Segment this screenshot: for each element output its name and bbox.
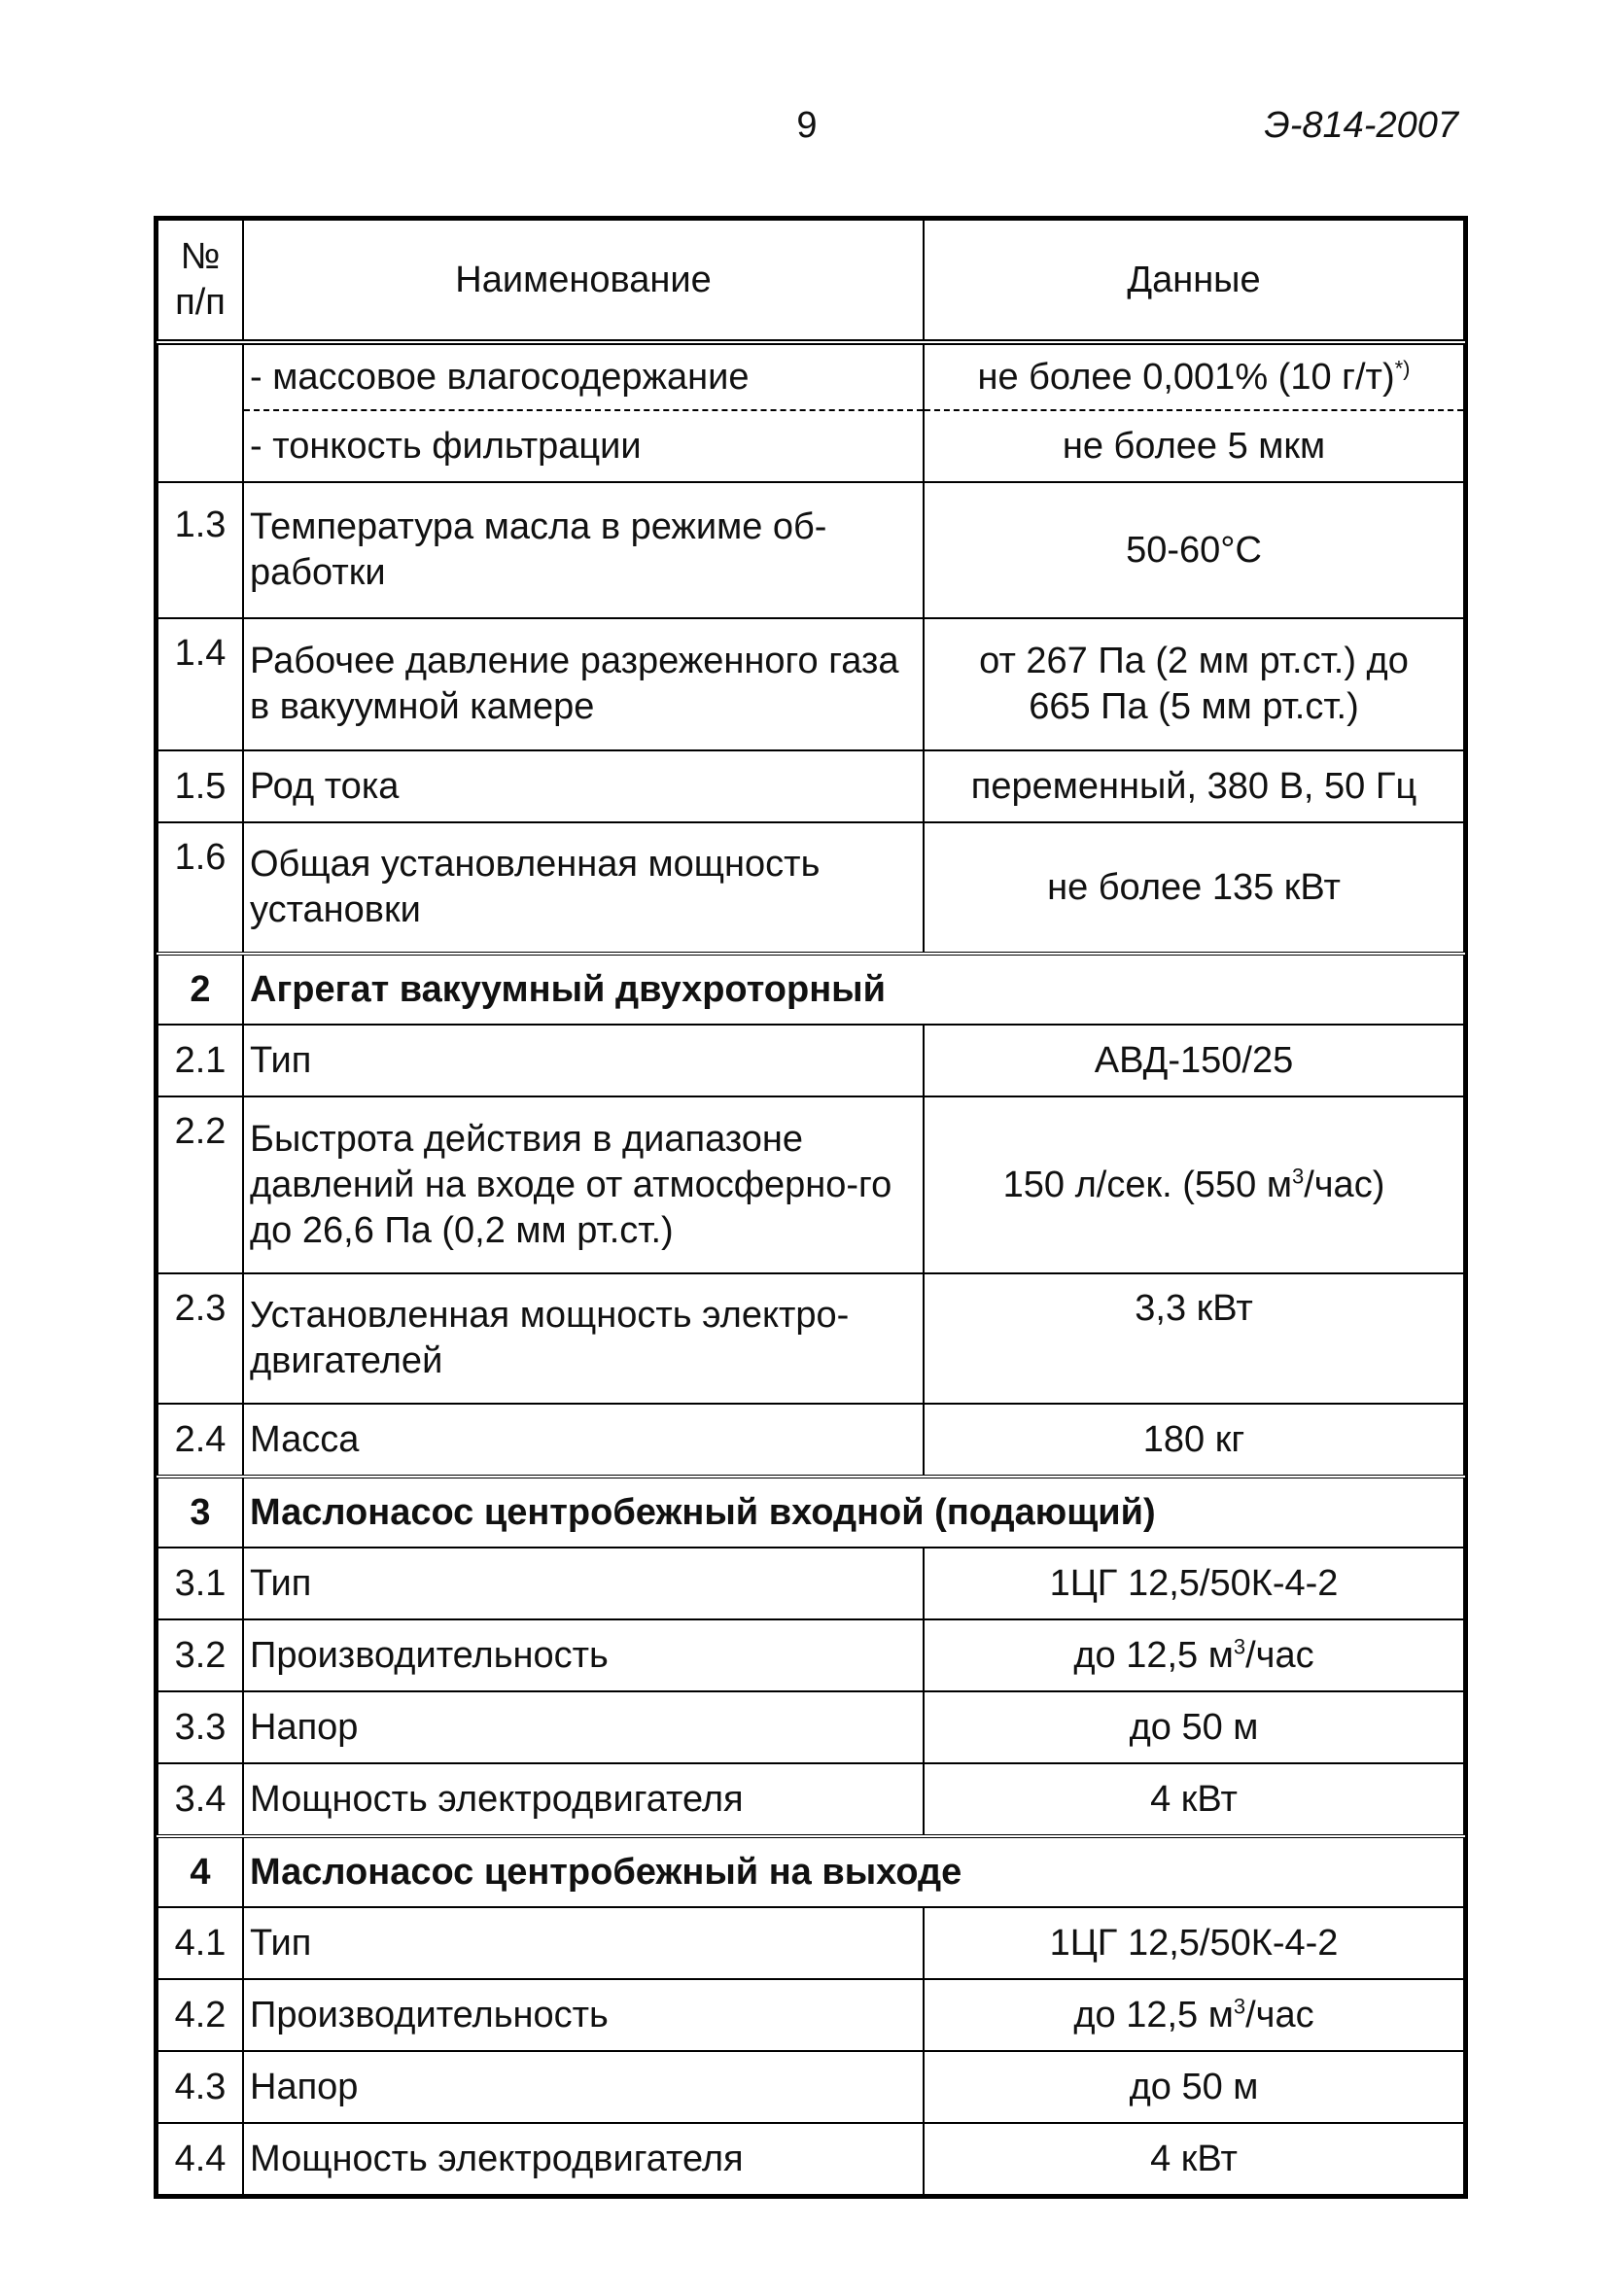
row-name: - массовое влагосодержание	[243, 342, 924, 410]
row-name: Общая установленная мощность установки	[243, 822, 924, 954]
row-num: 2.2	[157, 1096, 243, 1273]
row-num	[157, 342, 243, 482]
value-post: /час	[1245, 1994, 1314, 2035]
section-title: Агрегат вакуумный двухроторный	[243, 954, 1464, 1025]
section-title: Маслонасос центробежный входной (подающий)	[243, 1477, 1464, 1548]
row-value: до 50 м	[924, 2051, 1464, 2123]
row-num: 2.1	[157, 1025, 243, 1096]
table-row	[157, 482, 1464, 618]
header-value: Данные	[924, 220, 1464, 342]
page-number: 9	[796, 105, 818, 146]
spec-table-frame	[154, 216, 1468, 2199]
row-value	[924, 1096, 1464, 1273]
row-value: до 50 м	[924, 1691, 1464, 1763]
row-name: Тип	[243, 1907, 924, 1979]
row-num: 4.1	[157, 1907, 243, 1979]
table-row	[157, 1404, 1464, 1477]
section-num: 2	[157, 954, 243, 1025]
document-code: Э-814-2007	[1264, 105, 1458, 146]
row-name: Установленная мощность электро-двигателей	[243, 1273, 924, 1404]
row-value: 3,3 кВт	[924, 1273, 1464, 1404]
section-row	[157, 954, 1464, 1025]
spec-table	[157, 219, 1465, 2196]
row-value: 1ЦГ 12,5/50К-4-2	[924, 1907, 1464, 1979]
section-num: 3	[157, 1477, 243, 1548]
value-post: /час)	[1304, 1164, 1385, 1205]
table-row	[157, 342, 1464, 410]
row-value: 1ЦГ 12,5/50К-4-2	[924, 1548, 1464, 1619]
section-title: Маслонасос центробежный на выходе	[243, 1836, 1464, 1907]
header-name: Наименование	[243, 220, 924, 342]
section-num: 4	[157, 1836, 243, 1907]
row-value	[924, 1619, 1464, 1691]
row-value	[924, 342, 1464, 410]
row-name: Тип	[243, 1025, 924, 1096]
row-name: Тип	[243, 1548, 924, 1619]
table-row	[157, 1619, 1464, 1691]
row-num: 3.4	[157, 1763, 243, 1836]
table-row	[157, 618, 1464, 750]
superscript: 3	[1233, 1633, 1246, 1658]
row-num: 1.5	[157, 750, 243, 822]
row-value: переменный, 380 В, 50 Гц	[924, 750, 1464, 822]
row-num: 4.4	[157, 2123, 243, 2195]
row-name: Мощность электродвигателя	[243, 1763, 924, 1836]
row-name: Температура масла в режиме об-работки	[243, 482, 924, 618]
section-row	[157, 1836, 1464, 1907]
table-row	[157, 1273, 1464, 1404]
value-post: /час	[1245, 1634, 1314, 1676]
row-value: не более 135 кВт	[924, 822, 1464, 954]
row-value: от 267 Па (2 мм рт.ст.) до 665 Па (5 мм рт.ст.)	[924, 618, 1464, 750]
table-header-row	[157, 220, 1464, 342]
row-num: 1.4	[157, 618, 243, 750]
row-value: 4 кВт	[924, 2123, 1464, 2195]
row-value: АВД-150/25	[924, 1025, 1464, 1096]
row-name: Напор	[243, 2051, 924, 2123]
row-num: 4.2	[157, 1979, 243, 2051]
row-value: 180 кг	[924, 1404, 1464, 1477]
row-name: Мощность электродвигателя	[243, 2123, 924, 2195]
row-name: Род тока	[243, 750, 924, 822]
row-name: Производительность	[243, 1619, 924, 1691]
value-pre: до 12,5 м	[1073, 1634, 1234, 1676]
row-value: 50-60°С	[924, 482, 1464, 618]
superscript: 3	[1233, 1993, 1246, 2018]
table-row	[157, 410, 1464, 482]
table-row	[157, 1907, 1464, 1979]
row-num: 4.3	[157, 2051, 243, 2123]
table-row	[157, 1025, 1464, 1096]
row-value	[924, 1979, 1464, 2051]
table-row	[157, 2123, 1464, 2195]
row-name: Производительность	[243, 1979, 924, 2051]
row-num: 3.3	[157, 1691, 243, 1763]
value-pre: до 12,5 м	[1073, 1994, 1234, 2035]
table-row	[157, 1763, 1464, 1836]
row-value: 4 кВт	[924, 1763, 1464, 1836]
superscript: 3	[1291, 1163, 1305, 1188]
table-row	[157, 2051, 1464, 2123]
table-row	[157, 750, 1464, 822]
section-row	[157, 1477, 1464, 1548]
table-row	[157, 1096, 1464, 1273]
row-num: 3.1	[157, 1548, 243, 1619]
row-value: не более 5 мкм	[924, 410, 1464, 482]
row-num: 2.4	[157, 1404, 243, 1477]
row-value-text: не более 0,001% (10 г/т)	[977, 356, 1395, 398]
row-name: Масса	[243, 1404, 924, 1477]
row-name: - тонкость фильтрации	[243, 410, 924, 482]
footnote-mark: *)	[1394, 355, 1411, 380]
row-name: Быстрота действия в диапазоне давлений на входе от атмосферно-го до 26,6 Па (0,2 мм рт.ст.)	[243, 1096, 924, 1273]
row-num: 2.3	[157, 1273, 243, 1404]
value-pre: 150 л/сек. (550 м	[1002, 1164, 1292, 1205]
row-num: 1.3	[157, 482, 243, 618]
table-row	[157, 1691, 1464, 1763]
row-name: Напор	[243, 1691, 924, 1763]
row-name: Рабочее давление разреженного газа в вакуумной камере	[243, 618, 924, 750]
row-num: 1.6	[157, 822, 243, 954]
row-num: 3.2	[157, 1619, 243, 1691]
table-row	[157, 1979, 1464, 2051]
table-row	[157, 1548, 1464, 1619]
table-row	[157, 822, 1464, 954]
header-num: № п/п	[157, 220, 243, 342]
